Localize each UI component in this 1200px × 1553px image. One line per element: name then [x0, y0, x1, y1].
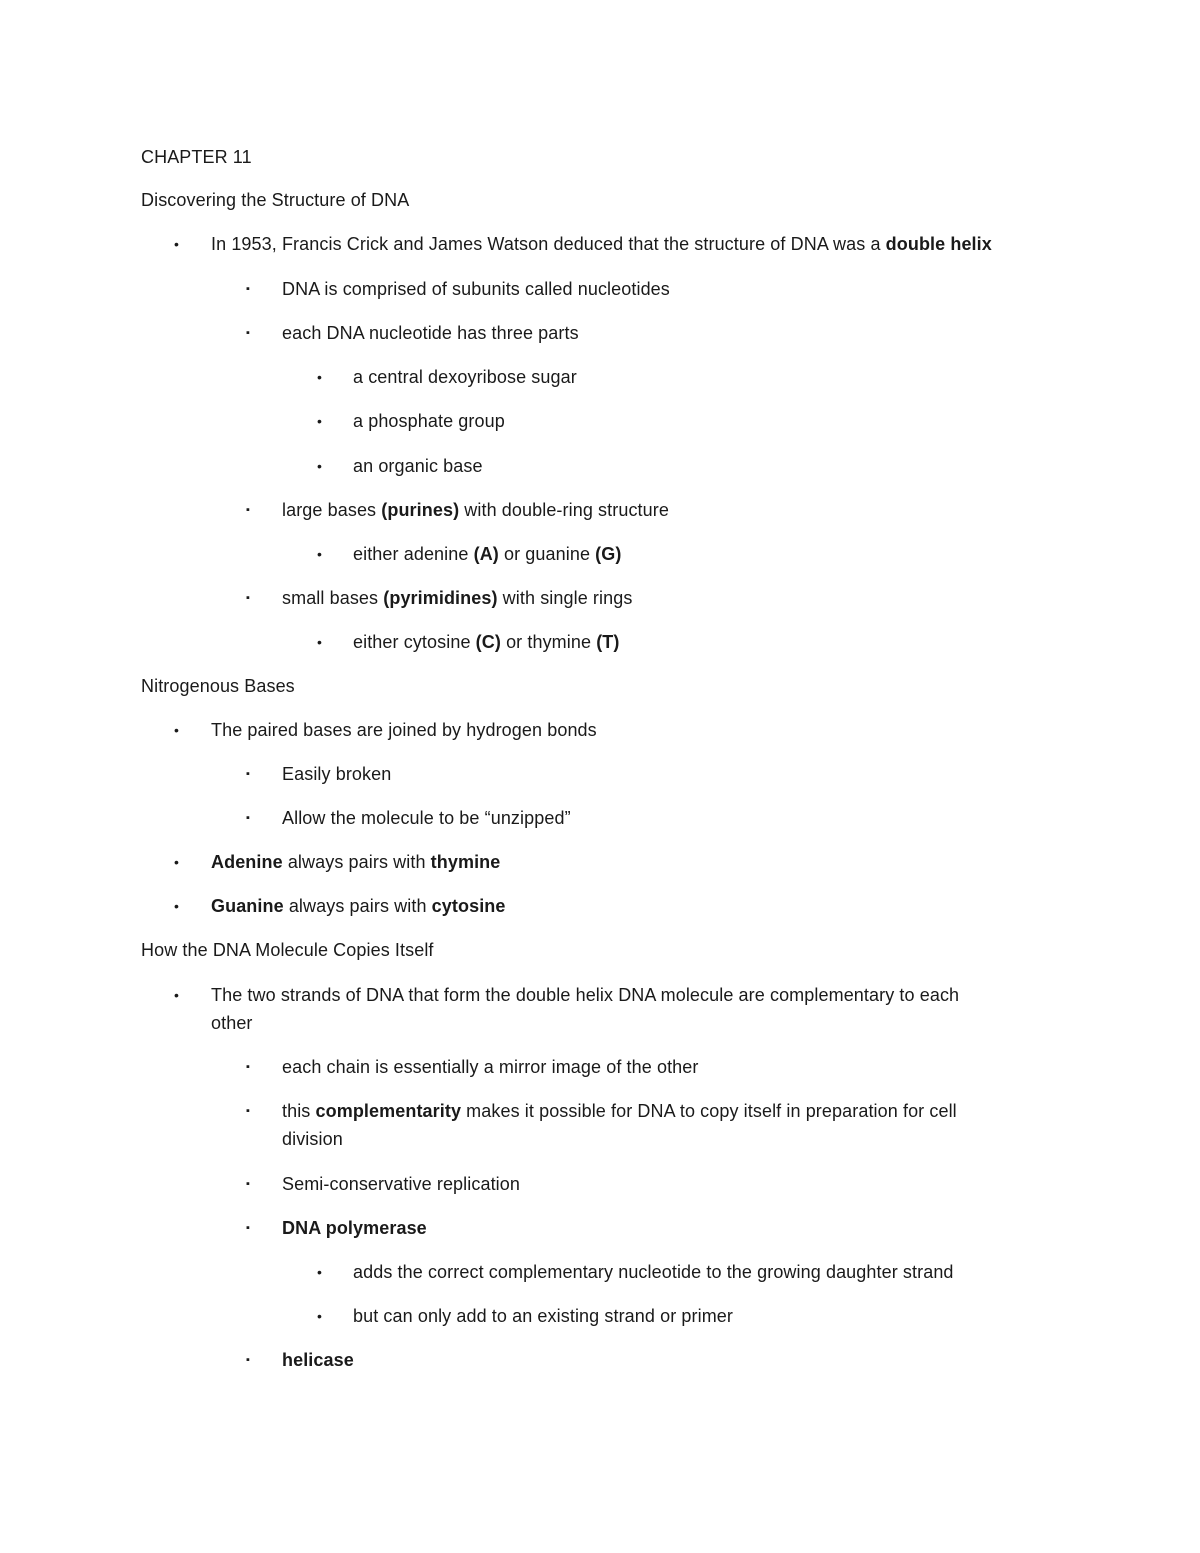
section-heading-structure: Discovering the Structure of DNA — [141, 190, 410, 210]
list-item: DNA is comprised of subunits called nucleotides — [282, 279, 670, 299]
list-item: Guanine always pairs with cytosine — [211, 896, 506, 916]
list-item: a phosphate group — [353, 411, 505, 431]
square-bullet-icon: ▪ — [246, 812, 250, 824]
list-item: but can only add to an existing strand or primer — [353, 1306, 734, 1326]
bullet-icon: • — [174, 898, 179, 914]
list-item: this complementarity makes it possible for DNA to copy itself in preparation for cell — [282, 1101, 957, 1121]
bullet-icon: • — [174, 236, 179, 252]
list-item: either adenine (A) or guanine (G) — [353, 544, 622, 564]
square-bullet-icon: ▪ — [246, 1354, 250, 1366]
bullet-icon: • — [317, 369, 322, 385]
chapter-title: CHAPTER 11 — [141, 147, 252, 167]
list-item: Adenine always pairs with thymine — [211, 852, 501, 872]
list-item: small bases (pyrimidines) with single rings — [282, 588, 633, 608]
list-item: each DNA nucleotide has three parts — [282, 323, 579, 343]
list-item: DNA polymerase — [282, 1218, 427, 1238]
square-bullet-icon: ▪ — [246, 1222, 250, 1234]
bullet-icon: • — [174, 854, 179, 870]
list-item: The two strands of DNA that form the double helix DNA molecule are complementary to each — [211, 985, 960, 1005]
section-heading-copies: How the DNA Molecule Copies Itself — [141, 940, 434, 960]
list-item: a central dexoyribose sugar — [353, 367, 577, 387]
list-item: Semi-conservative replication — [282, 1174, 520, 1194]
list-item-continuation: other — [211, 1013, 253, 1033]
list-item: Allow the molecule to be “unzipped” — [282, 808, 571, 828]
bullet-icon: • — [317, 546, 322, 562]
list-item: In 1953, Francis Crick and James Watson deduced that the structure of DNA was a double helix — [211, 234, 992, 254]
list-item-continuation: division — [282, 1129, 343, 1149]
list-item: adds the correct complementary nucleotide to the growing daughter strand — [353, 1262, 954, 1282]
list-item: helicase — [282, 1350, 354, 1370]
list-item: each chain is essentially a mirror image of the other — [282, 1057, 699, 1077]
square-bullet-icon: ▪ — [246, 1061, 250, 1073]
square-bullet-icon: ▪ — [246, 283, 250, 295]
bullet-icon: • — [317, 458, 322, 474]
square-bullet-icon: ▪ — [246, 504, 250, 516]
list-item: The paired bases are joined by hydrogen bonds — [211, 720, 597, 740]
list-item: either cytosine (C) or thymine (T) — [353, 632, 620, 652]
bullet-icon: • — [317, 634, 322, 650]
square-bullet-icon: ▪ — [246, 768, 250, 780]
bullet-icon: • — [174, 722, 179, 738]
list-item: large bases (purines) with double-ring structure — [282, 500, 669, 520]
square-bullet-icon: ▪ — [246, 1178, 250, 1190]
list-item: an organic base — [353, 456, 483, 476]
square-bullet-icon: ▪ — [246, 1105, 250, 1117]
bullet-icon: • — [174, 987, 179, 1003]
section-heading-nitrogenous: Nitrogenous Bases — [141, 676, 295, 696]
list-item: Easily broken — [282, 764, 392, 784]
bullet-icon: • — [317, 1264, 322, 1280]
bullet-icon: • — [317, 1308, 322, 1324]
square-bullet-icon: ▪ — [246, 327, 250, 339]
bullet-icon: • — [317, 413, 322, 429]
square-bullet-icon: ▪ — [246, 592, 250, 604]
